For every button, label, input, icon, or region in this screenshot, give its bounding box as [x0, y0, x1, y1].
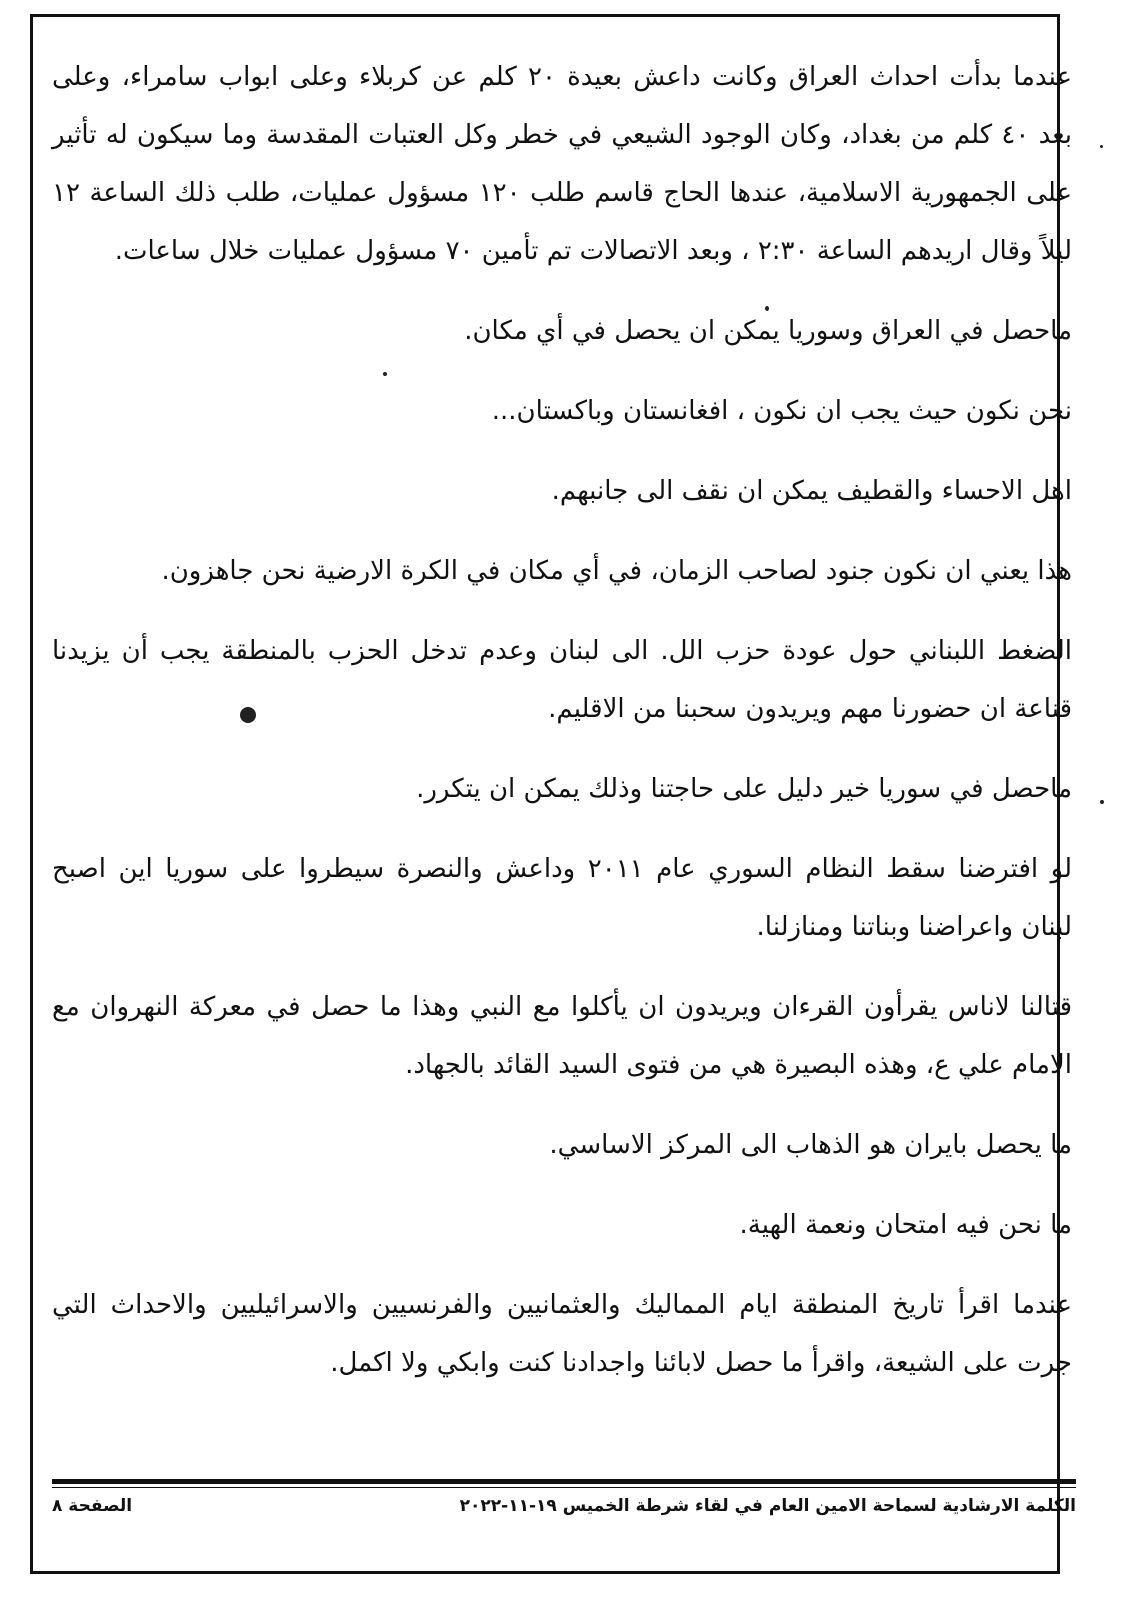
- scan-speck: [765, 306, 769, 311]
- paragraph-1: عندما بدأت احداث العراق وكانت داعش بعيدة ٢٠ كلم عن كربلاء وعلى ابواب سامراء، وعلى بعد ٤٠ كلم من بغداد، وكان الوجود الشيعي في خطر وكل العتبات المقدسة وما سيكون له تأثير على الجمهورية الاسلامية، عندها الحاج قاسم طلب ١٢٠ مسؤول عمليات، طلب ذلك الساعة ١٢ ليلاً وقال اريدهم الساعة ٢:٣٠ ، وبعد الاتصالات تم تأمين ٧٠ مسؤول عمليات خلال ساعات.: [52, 62, 1072, 266]
- paragraph-3: نحن نكون حيث يجب ان نكون ، افغانستان وباكستان...: [491, 396, 1072, 426]
- footer-divider-thin: [52, 1487, 1076, 1488]
- paragraph-2: ماحصل في العراق وسوريا يمكن ان يحصل في أي مكان.: [464, 316, 1072, 346]
- scan-speck: [1100, 800, 1104, 804]
- paragraph-7: ماحصل في سوريا خير دليل على حاجتنا وذلك يمكن ان يتكرر.: [416, 774, 1072, 804]
- footer-title: الكلمة الارشادية لسماحة الامين العام في لقاء شرطة الخميس ١٩-١١-٢٠٢٢: [459, 1496, 1076, 1516]
- paragraph-10: ما يحصل بايران هو الذهاب الى المركز الاساسي.: [549, 1130, 1072, 1160]
- scan-speck: [383, 372, 387, 376]
- footer-divider: [52, 1479, 1076, 1484]
- ink-blot: [240, 707, 256, 723]
- paragraph-8: لو افترضنا سقط النظام السوري عام ٢٠١١ وداعش والنصرة سيطروا على سوريا اين اصبح لبنان واعراضنا وبناتنا ومنازلنا.: [52, 854, 1073, 942]
- page-footer: [52, 1496, 1076, 1516]
- document-body: [52, 48, 1072, 1414]
- page-number: الصفحة ٨: [52, 1496, 133, 1516]
- paragraph-4: اهل الاحساء والقطيف يمكن ان نقف الى جانبهم.: [551, 476, 1072, 506]
- paragraph-9: قتالنا لاناس يقرأون القرءان ويريدون ان يأكلوا مع النبي وهذا ما حصل في معركة النهروان مع الامام علي ع، وهذه البصيرة هي من فتوى السيد القائد بالجهاد.: [52, 992, 1072, 1080]
- scan-speck: [1100, 145, 1103, 148]
- paragraph-11: ما نحن فيه امتحان ونعمة الهية.: [739, 1210, 1072, 1240]
- paragraph-5: هذا يعني ان نكون جنود لصاحب الزمان، في أي مكان في الكرة الارضية نحن جاهزون.: [161, 556, 1072, 586]
- paragraph-6: الضغط اللبناني حول عودة حزب الل. الى لبنان وعدم تدخل الحزب بالمنطقة يجب أن يزيدنا قناعة ان حضورنا مهم ويريدون سحبنا من الاقليم.: [52, 636, 1072, 724]
- paragraph-12: عندما اقرأ تاريخ المنطقة ايام المماليك والعثمانيين والفرنسيين والاسرائيليين والاحداث التي جرت على الشيعة، واقرأ ما حصل لابائنا واجدادنا كنت وابكي ولا اكمل.: [52, 1290, 1072, 1378]
